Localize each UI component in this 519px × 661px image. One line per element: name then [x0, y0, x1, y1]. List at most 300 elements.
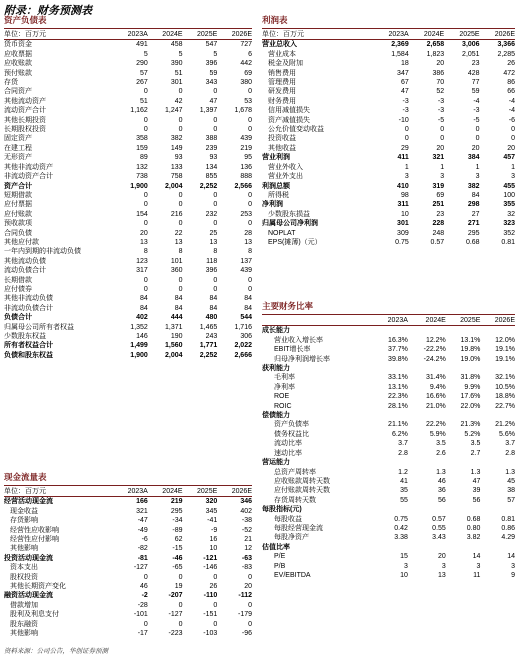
table-row	[4, 69, 252, 78]
row-value: 0	[213, 88, 218, 96]
row-value: 6.2%	[391, 430, 408, 438]
row-label: 合同资产	[4, 88, 32, 96]
row-value: 5	[143, 50, 148, 58]
row-value: 0	[248, 601, 252, 609]
row-label: 资产合计	[4, 182, 32, 190]
row-value: 239	[205, 144, 218, 152]
row-label: 在建工程	[4, 144, 32, 152]
row-value: 0	[178, 620, 183, 628]
row-label: NOPLAT	[268, 229, 296, 237]
row-value: 36	[438, 487, 446, 495]
row-value: 0	[511, 135, 515, 143]
row-value: 0	[143, 276, 148, 284]
row-value: -3	[473, 107, 480, 115]
row-value: 544	[240, 314, 252, 322]
row-value: 3	[476, 562, 481, 570]
row-value: 35	[400, 487, 408, 495]
row-label: 存货	[4, 79, 18, 87]
row-label: P/B	[274, 562, 286, 570]
table-row	[262, 182, 515, 191]
row-value: 132	[136, 163, 148, 171]
row-value: -4	[508, 97, 515, 105]
row-value: 21.3%	[460, 421, 481, 429]
income-statement-table	[262, 30, 515, 247]
table-row	[4, 266, 252, 275]
row-label: EPS(摊薄)（元）	[268, 238, 322, 246]
row-value: 3.7	[505, 440, 515, 448]
row-value: 345	[205, 507, 218, 515]
row-value: -103	[203, 630, 218, 638]
table-row	[4, 153, 252, 162]
row-value: 386	[432, 69, 445, 77]
row-label: 毛利率	[274, 374, 295, 382]
row-value: 70	[436, 79, 445, 87]
row-value: 3	[475, 173, 480, 181]
row-value: 3	[404, 173, 409, 181]
ratio-group-row	[262, 364, 515, 373]
table-row	[262, 383, 515, 392]
table-row	[4, 134, 252, 143]
table-row	[262, 355, 515, 364]
row-value: 0	[213, 191, 218, 199]
header-spacer	[262, 316, 373, 326]
row-value: 352	[503, 229, 515, 237]
row-label: 投资活动现金流	[4, 554, 53, 562]
row-label: 其他影响	[10, 545, 38, 553]
row-value: 13	[438, 571, 446, 579]
row-value: 5.9%	[429, 430, 446, 438]
row-label: 存货周转天数	[274, 496, 316, 504]
row-value: 2.7	[470, 449, 481, 457]
row-value: 20	[471, 144, 480, 152]
row-label: 归母净利润增长率	[274, 355, 330, 363]
row-value: 86	[507, 79, 515, 87]
ratio-group-row	[262, 411, 515, 420]
table-row	[262, 402, 515, 411]
balance-sheet-heading: 资产负债表	[4, 14, 252, 29]
row-value: 0	[178, 88, 183, 96]
row-value: 0	[248, 276, 252, 284]
row-value: 6	[248, 50, 252, 58]
row-value: 20	[436, 60, 445, 68]
row-value: 3	[440, 173, 445, 181]
row-value: 22.2%	[425, 421, 446, 429]
row-value: -81	[137, 554, 148, 562]
row-value: -17	[137, 630, 148, 638]
row-value: 547	[205, 41, 218, 49]
year-header: 2026E	[480, 316, 515, 326]
unit-label: 单位：百万元	[262, 30, 373, 40]
row-label: 经营性应收影响	[10, 526, 59, 534]
row-value: 855	[205, 173, 218, 181]
row-value: 396	[205, 267, 218, 275]
row-value: 380	[240, 79, 252, 87]
row-value: 16.6%	[425, 393, 446, 401]
table-row	[4, 247, 252, 256]
row-value: 84	[244, 295, 252, 303]
row-label: 应收票据	[4, 50, 32, 58]
row-value: 321	[136, 507, 148, 515]
row-value: 4.29	[501, 534, 515, 542]
row-value: 57	[140, 69, 148, 77]
row-value: 18.8%	[495, 393, 515, 401]
table-row	[262, 153, 515, 162]
table-row	[262, 172, 515, 181]
row-value: -151	[203, 611, 218, 619]
row-value: 1	[404, 163, 409, 171]
row-label: 其他非流动负债	[4, 295, 53, 303]
row-value: 22.7%	[495, 402, 515, 410]
row-value: 323	[503, 220, 515, 228]
table-row	[4, 40, 252, 50]
row-value: 290	[136, 60, 148, 68]
row-value: 51	[140, 97, 148, 105]
row-value: 301	[170, 79, 183, 87]
row-value: 47	[400, 88, 409, 96]
table-row	[262, 449, 515, 458]
row-value: 13	[140, 238, 148, 246]
year-header: 2025E	[444, 30, 479, 40]
row-value: -9	[211, 526, 218, 534]
table-row	[4, 191, 252, 200]
row-value: 267	[136, 79, 148, 87]
table-row	[262, 229, 515, 238]
row-value: 306	[240, 333, 252, 340]
row-value: 0	[213, 620, 218, 628]
row-value: 309	[397, 229, 409, 237]
table-row	[4, 200, 252, 209]
row-label: 股利及利息支付	[10, 611, 59, 619]
row-value: 59	[209, 69, 218, 77]
row-value: 19.0%	[460, 355, 481, 363]
row-value: 1,900	[130, 182, 148, 190]
row-label: 净利率	[274, 383, 295, 391]
table-row	[4, 219, 252, 228]
unit-label: 单位：百万元	[4, 487, 113, 497]
table-row	[4, 507, 252, 516]
row-value: 22.0%	[460, 402, 481, 410]
table-row	[262, 163, 515, 172]
row-value: 3	[511, 562, 515, 570]
row-value: 1,371	[165, 323, 183, 331]
row-value: 888	[240, 173, 252, 181]
row-value: 472	[503, 69, 515, 77]
row-value: 20	[507, 144, 515, 152]
row-value: 118	[206, 257, 218, 265]
row-value: 39.8%	[388, 355, 408, 363]
row-value: 455	[503, 182, 515, 190]
row-value: 0	[440, 135, 445, 143]
row-value: 0	[143, 620, 148, 628]
table-row	[262, 552, 515, 561]
table-row	[4, 276, 252, 285]
year-header: 2023A	[373, 316, 408, 326]
ratio-group-label: 获利能力	[262, 365, 290, 373]
row-value: -5	[473, 116, 480, 124]
row-label: 公允价值变动收益	[268, 126, 324, 134]
table-row	[262, 562, 515, 571]
row-value: 360	[170, 267, 183, 275]
row-label: 营业成本	[268, 50, 296, 58]
row-value: 69	[436, 191, 445, 199]
row-value: 19.1%	[495, 355, 515, 363]
ratio-group-row	[262, 543, 515, 552]
table-row	[4, 182, 252, 191]
year-header: 2024E	[148, 30, 183, 40]
table-row	[4, 313, 252, 322]
row-value: 23	[436, 210, 445, 218]
row-value: 298	[467, 201, 480, 209]
income-statement-panel	[262, 14, 515, 247]
row-value: 0.86	[501, 524, 515, 532]
row-value: 0	[178, 573, 183, 581]
row-label: 应付债券	[4, 285, 32, 293]
row-label: 少数股东损益	[268, 210, 310, 218]
row-value: -10	[398, 116, 409, 124]
ratio-group-label: 每股指标(元)	[262, 506, 302, 514]
row-value: 0	[404, 135, 409, 143]
row-label: 资本支出	[10, 564, 38, 572]
row-value: -41	[207, 517, 218, 525]
table-row	[262, 87, 515, 96]
row-value: 0	[178, 191, 183, 199]
row-value: 22	[174, 229, 183, 237]
row-value: 27	[471, 210, 480, 218]
ratio-group-row	[262, 326, 515, 336]
table-row	[262, 336, 515, 345]
year-header: 2024E	[409, 30, 444, 40]
row-value: 14	[472, 553, 481, 561]
row-value: 2,666	[234, 351, 252, 359]
row-value: 12.0%	[495, 336, 515, 344]
row-value: 738	[136, 173, 148, 181]
row-value: 84	[140, 304, 148, 312]
balance-sheet-panel	[4, 14, 252, 360]
table-row	[262, 59, 515, 68]
row-value: -6	[141, 536, 148, 544]
row-value: 1,465	[199, 323, 218, 331]
balance-sheet-table	[4, 30, 252, 360]
row-value: 62	[174, 536, 183, 544]
table-row	[262, 392, 515, 401]
row-label: 资产减值损失	[268, 116, 310, 124]
row-value: 9	[511, 571, 515, 579]
row-value: 8	[143, 248, 148, 256]
row-value: 3	[404, 562, 408, 570]
row-value: 166	[136, 498, 148, 506]
row-value: 21.0%	[425, 402, 446, 410]
row-value: 32.1%	[495, 374, 515, 382]
row-label: EBIT增长率	[274, 346, 311, 354]
row-value: 1,560	[165, 342, 183, 350]
row-value: 0	[248, 220, 252, 228]
row-value: 0	[143, 116, 148, 124]
row-value: 216	[170, 210, 183, 218]
row-value: 19.8%	[460, 346, 481, 354]
row-value: 46	[438, 477, 446, 485]
row-label: 长期股权投资	[4, 126, 46, 134]
row-value: 1	[475, 163, 480, 171]
row-value: 411	[397, 154, 409, 162]
row-value: 20	[244, 583, 252, 591]
row-value: 98	[400, 191, 409, 199]
row-value: 384	[467, 154, 480, 162]
row-value: -3	[437, 97, 445, 105]
row-label: 短期借款	[4, 191, 32, 199]
row-value: 137	[240, 257, 252, 265]
row-label: 无形资产	[4, 154, 32, 162]
table-row	[262, 420, 515, 429]
row-value: 14	[507, 553, 515, 561]
row-value: -3	[402, 97, 409, 105]
row-label: 预收款项	[4, 220, 32, 228]
row-value: -89	[172, 526, 183, 534]
row-value: 52	[436, 88, 445, 96]
row-value: 20	[140, 229, 148, 237]
row-value: -4	[508, 107, 515, 115]
row-label: 每股净资产	[274, 534, 309, 542]
row-value: 1.3	[470, 468, 481, 476]
year-header: 2023A	[113, 30, 148, 40]
row-value: 439	[240, 267, 252, 275]
table-row	[262, 106, 515, 115]
row-value: 2.8	[398, 449, 408, 457]
table-row	[262, 78, 515, 87]
row-value: 321	[432, 154, 445, 162]
row-value: 727	[240, 41, 252, 49]
row-value: 84	[174, 295, 183, 303]
row-label: 总资产周转率	[274, 468, 316, 476]
ratio-group-row	[262, 505, 515, 514]
row-value: 0	[475, 126, 480, 134]
ratio-group-label: 估值比率	[262, 543, 290, 551]
row-value: 22.3%	[388, 393, 408, 401]
row-value: 19	[174, 583, 183, 591]
row-label: 借款增加	[10, 601, 38, 609]
table-row	[262, 50, 515, 59]
row-value: 1.3	[436, 468, 446, 476]
year-header: 2024E	[408, 316, 446, 326]
table-row	[4, 294, 252, 303]
row-value: 0	[213, 220, 218, 228]
row-value: 2,252	[199, 351, 218, 359]
row-label: 所有者权益合计	[4, 342, 53, 350]
row-value: -121	[203, 554, 218, 562]
table-row	[4, 341, 252, 350]
row-value: 3.7	[398, 440, 408, 448]
row-value: 20	[438, 553, 446, 561]
row-value: 382	[467, 182, 480, 190]
row-value: 39	[472, 487, 481, 495]
row-value: 57	[507, 496, 515, 504]
row-value: 0	[213, 573, 218, 581]
row-value: 101	[170, 257, 183, 265]
row-label: 流动资产合计	[4, 107, 46, 115]
row-value: -223	[168, 630, 183, 638]
row-value: -2	[141, 592, 148, 600]
row-value: 16	[209, 536, 218, 544]
row-value: 253	[240, 210, 252, 218]
table-row	[262, 345, 515, 354]
row-value: 67	[400, 79, 409, 87]
row-value: 69	[244, 69, 252, 77]
row-value: 13.1%	[388, 383, 408, 391]
row-label: 非流动负债合计	[4, 304, 53, 312]
row-value: -15	[172, 545, 183, 553]
row-value: 1,162	[130, 107, 148, 115]
table-row	[4, 125, 252, 134]
table-row	[4, 554, 252, 563]
row-value: -127	[133, 564, 148, 572]
row-value: 271	[467, 220, 480, 228]
table-row	[4, 78, 252, 87]
row-value: 1,247	[165, 107, 183, 115]
row-label: 应收账款周转天数	[274, 477, 330, 485]
table-row	[4, 238, 252, 247]
table-row	[4, 87, 252, 96]
row-value: 159	[136, 144, 148, 152]
row-label: 营业总收入	[262, 41, 297, 49]
row-value: 5	[213, 50, 218, 58]
row-value: 0.75	[394, 515, 408, 523]
row-value: 19.1%	[495, 346, 515, 354]
row-label: 其他流动负债	[4, 257, 46, 265]
row-value: 0.68	[466, 515, 481, 523]
row-label: 流动比率	[274, 440, 302, 448]
row-value: 444	[170, 314, 183, 322]
row-value: 0	[248, 285, 252, 293]
row-value: 0.42	[394, 524, 408, 532]
table-row	[4, 610, 252, 619]
row-value: 0.75	[395, 238, 409, 246]
row-value: 5.6%	[499, 430, 515, 438]
row-value: 0	[248, 126, 252, 134]
row-value: 317	[136, 267, 148, 275]
table-row	[262, 210, 515, 219]
table-row	[4, 573, 252, 582]
row-value: 13	[209, 238, 218, 246]
row-value: 0	[404, 126, 409, 134]
row-label: 固定资产	[4, 135, 32, 143]
table-row	[262, 238, 515, 247]
row-value: 16.3%	[388, 336, 408, 344]
table-row	[4, 601, 252, 610]
row-label: 速动比率	[274, 449, 302, 457]
row-value: 347	[397, 69, 409, 77]
table-row	[4, 304, 252, 313]
row-value: 0.68	[465, 238, 480, 246]
row-value: 358	[136, 135, 148, 143]
row-value: 0	[511, 126, 515, 134]
row-value: 0	[248, 573, 252, 581]
row-value: 21.2%	[495, 421, 515, 429]
row-value: 47	[472, 477, 481, 485]
row-value: -3	[402, 107, 409, 115]
row-value: 13.1%	[460, 336, 481, 344]
row-value: 28.1%	[388, 402, 408, 410]
row-value: 458	[170, 41, 183, 49]
row-value: 84	[209, 304, 218, 312]
row-value: 0	[248, 116, 252, 124]
row-label: 股东融资	[10, 620, 38, 628]
row-value: 26	[507, 60, 515, 68]
table-row	[262, 200, 515, 209]
row-value: 56	[472, 496, 481, 504]
row-value: -179	[237, 611, 252, 619]
table-row	[4, 516, 252, 525]
row-label: 应付账款周转天数	[274, 487, 330, 495]
row-value: 31.4%	[425, 374, 446, 382]
